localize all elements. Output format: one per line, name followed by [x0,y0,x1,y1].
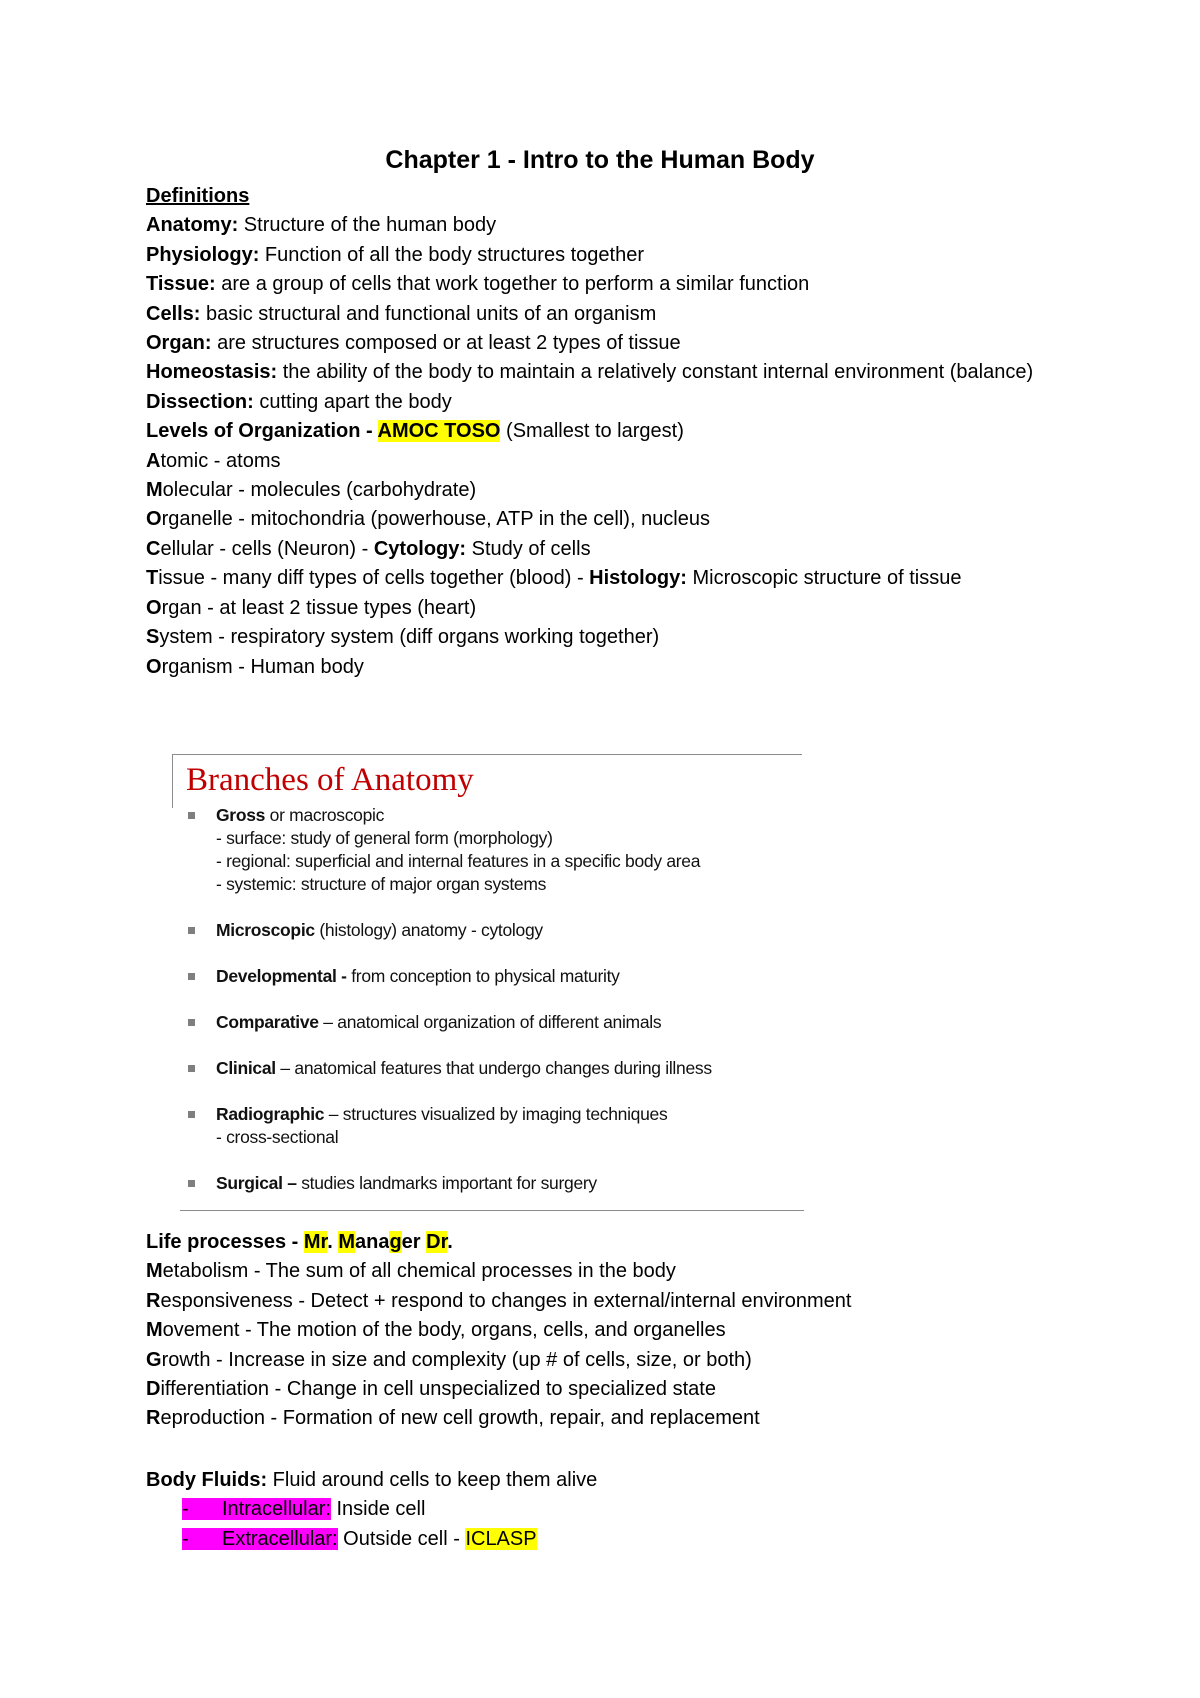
life-process-item: Differentiation - Change in cell unspecialized to specialized state [146,1378,716,1401]
definition-item: Anatomy: Structure of the human body [146,214,497,237]
level-item: Organism - Human body [146,655,364,678]
page-title: Chapter 1 - Intro to the Human Body [385,146,815,174]
level-item: Organ - at least 2 tissue types (heart) [146,596,477,619]
definition-item: Organ: are structures composed or at least 2 types of tissue [146,332,681,355]
slide-bullet-radiographic: Radiographic – structures visualized by imaging techniques - cross-sectional [188,1103,667,1149]
square-bullet-icon [188,1019,195,1026]
life-process-item: Movement - The motion of the body, organs, cells, and organelles [146,1319,726,1342]
levels-heading: Levels of Organization - AMOC TOSO (Smallest to largest) [146,420,684,443]
life-processes-heading: Life processes - Mr. Manager Dr. [146,1231,453,1253]
square-bullet-icon [188,1065,195,1072]
life-processes-section [146,1228,851,1434]
definition-item: Tissue: are a group of cells that work together to perform a similar function [146,273,810,296]
definition-item: Dissection: cutting apart the body [146,390,452,413]
slide-bullet-developmental: Developmental - from conception to physical maturity [188,965,620,988]
life-process-item: Metabolism - The sum of all chemical processes in the body [146,1260,676,1283]
extracellular-item: - Extracellular: Outside cell - ICLASP [182,1527,537,1550]
definition-item: Cells: basic structural and functional units of an organism [146,302,657,325]
slide-bullet-surgical: Surgical – studies landmarks important for surgery [188,1172,597,1195]
life-process-item: Responsiveness - Detect + respond to changes in external/internal environment [146,1289,852,1312]
level-item: Tissue - many diff types of cells together (blood) - Histology: Microscopic structure of tissue [146,567,962,590]
slide-bullet-clinical: Clinical – anatomical features that undergo changes during illness [188,1057,712,1080]
definitions-section [146,182,1066,682]
slide-bullet-microscopic: Microscopic (histology) anatomy - cytology [188,919,543,942]
slide-top-rule [172,754,802,755]
level-item: Atomic - atoms [146,449,281,472]
level-item: Organelle - mitochondria (powerhouse, ATP in the cell), nucleus [146,508,710,531]
square-bullet-icon [188,1111,195,1118]
square-bullet-icon [188,927,195,934]
level-item: Molecular - molecules (carbohydrate) [146,479,477,502]
branches-slide-image [172,742,802,1212]
level-item: Cellular - cells (Neuron) - Cytology: Study of cells [146,537,591,560]
square-bullet-icon [188,812,195,819]
life-process-item: Reproduction - Formation of new cell growth, repair, and replacement [146,1407,760,1430]
slide-left-rule [172,754,173,808]
slide-title: Branches of Anatomy [186,762,474,798]
iclasp-mnemonic: ICLASP [465,1527,537,1550]
square-bullet-icon [188,973,195,980]
definition-item: Physiology: Function of all the body structures together [146,243,645,266]
definition-item: Homeostasis: the ability of the body to maintain a relatively constant internal environment (balance) [146,361,1034,384]
intracellular-item: - Intracellular: Inside cell [182,1498,426,1521]
life-process-item: Growth - Increase in size and complexity (up # of cells, size, or both) [146,1348,752,1371]
slide-bullet-comparative: Comparative – anatomical organization of different animals [188,1011,661,1034]
level-item: System - respiratory system (diff organs working together) [146,626,660,649]
body-fluids-section [146,1466,597,1554]
body-fluids-heading: Body Fluids: Fluid around cells to keep them alive [146,1469,598,1491]
slide-bottom-rule [180,1210,804,1211]
levels-mnemonic: AMOC TOSO [377,420,501,443]
square-bullet-icon [188,1180,195,1187]
slide-bullet-gross: Gross or macroscopic - surface: study of general form (morphology) - regional: superficial and internal features in a specific body area - systemic: structure of major organ systems [188,804,700,896]
definitions-heading: Definitions [146,185,250,207]
